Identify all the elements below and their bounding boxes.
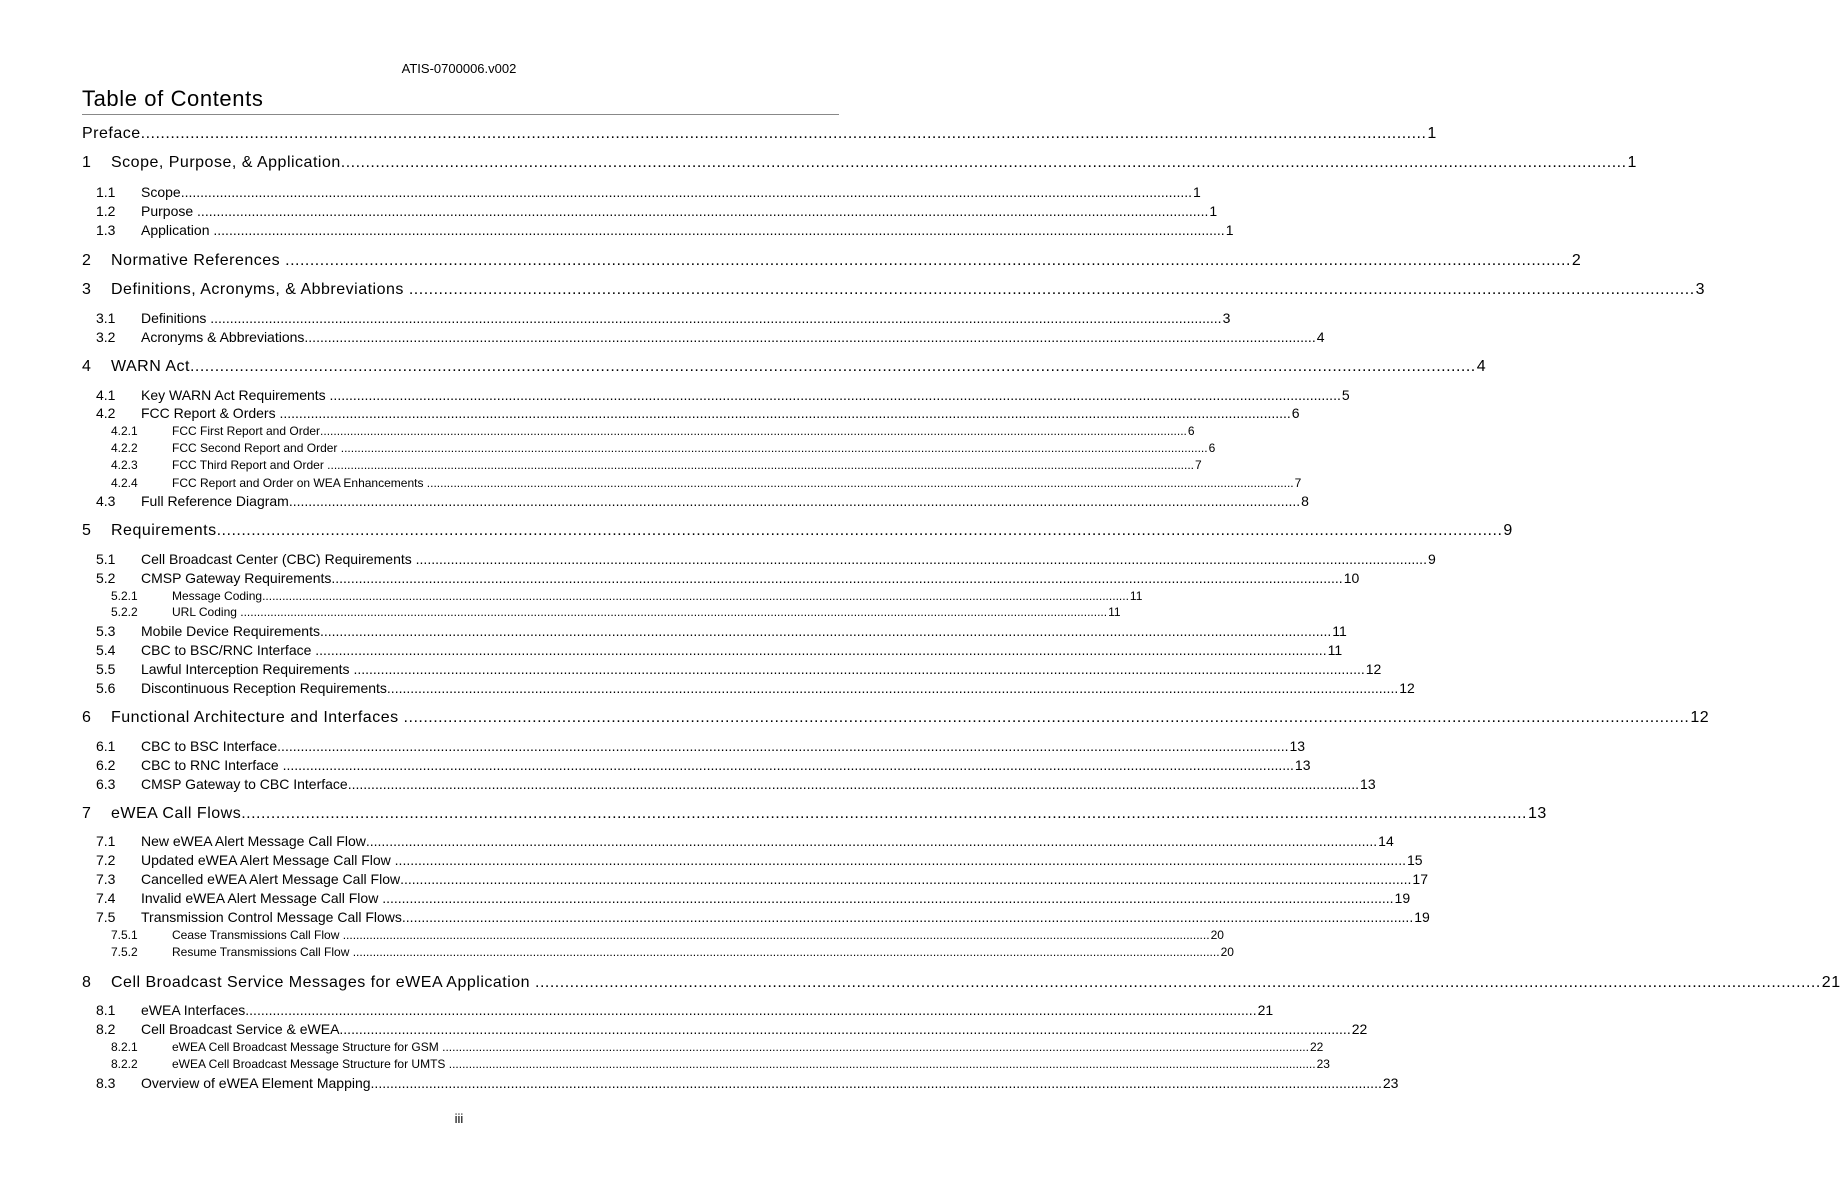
toc-dot-leader: ....................................................................................................................................................................................................................................................................: [216, 522, 1503, 539]
toc-entry[interactable]: [0, 154, 1637, 174]
toc-entry-number: 7.1: [96, 833, 116, 849]
toc-dot-leader: ....................................................................................................................................................................................................................................................................: [180, 184, 1193, 200]
toc-entry[interactable]: [0, 709, 1710, 729]
toc-entry-number: 4.2.2: [111, 441, 138, 455]
toc-entry[interactable]: [0, 493, 1309, 513]
page-number: iii: [454, 1111, 464, 1126]
toc-entry-number: 4.3: [96, 493, 116, 509]
toc-entry[interactable]: [0, 522, 1513, 542]
toc-entry[interactable]: [0, 945, 1234, 965]
toc-entry-title: CBC to RNC Interface: [141, 757, 283, 773]
toc-dot-leader: ....................................................................................................................................................................................................................................................................: [400, 871, 1412, 887]
toc-entry-title: FCC Report & Orders: [141, 405, 280, 421]
toc-dot-leader: ....................................................................................................................................................................................................................................................................: [340, 441, 1208, 455]
toc-entry-title: FCC Report and Order on WEA Enhancements: [172, 476, 427, 490]
toc-entry-title: Cancelled eWEA Alert Message Call Flow: [141, 871, 401, 887]
toc-entry-number: 8.2.2: [111, 1057, 138, 1071]
toc-entry-page: 1: [1193, 184, 1201, 200]
toc-dot-leader: ....................................................................................................................................................................................................................................................................: [327, 458, 1195, 472]
toc-entry-page: 1: [1627, 154, 1637, 171]
toc-entry-page: 9: [1427, 551, 1436, 567]
toc-entry[interactable]: [0, 570, 1360, 590]
toc-entry-page: 1: [1209, 203, 1218, 219]
toc-entry-number: 5.6: [96, 680, 116, 696]
toc-entry-title: Cell Broadcast Center (CBC) Requirements: [141, 551, 416, 567]
toc-dot-leader: ....................................................................................................................................................................................................................................................................: [197, 203, 1209, 219]
toc-entry-title: Resume Transmissions Call Flow: [172, 945, 353, 959]
toc-entry-number: 5.4: [96, 642, 116, 658]
toc-entry-title: CMSP Gateway Requirements: [141, 570, 332, 586]
toc-entry-page: 8: [1301, 493, 1309, 509]
toc-entry[interactable]: [0, 1075, 1399, 1095]
toc-entry[interactable]: [0, 125, 1437, 145]
toc-dot-leader: ....................................................................................................................................................................................................................................................................: [288, 493, 1301, 509]
toc-dot-leader: ....................................................................................................................................................................................................................................................................: [340, 154, 1627, 171]
toc-entry-title: Cell Broadcast Service & eWEA: [141, 1021, 340, 1037]
toc-entry-page: 5: [1341, 387, 1350, 403]
toc-entry-number: 5.2: [96, 570, 116, 586]
toc-dot-leader: ....................................................................................................................................................................................................................................................................: [401, 909, 1414, 925]
toc-entry-number: 7.5.2: [111, 945, 138, 959]
toc-entry-page: 6: [1291, 405, 1300, 421]
toc-entry-page: 23: [1382, 1075, 1399, 1091]
toc-entry[interactable]: [0, 329, 1325, 349]
toc-dot-leader: ....................................................................................................................................................................................................................................................................: [382, 890, 1394, 906]
toc-entry-page: 11: [1108, 605, 1121, 619]
toc-dot-leader: ....................................................................................................................................................................................................................................................................: [342, 928, 1210, 942]
toc-entry-number: 3: [82, 281, 92, 298]
toc-entry-title: Full Reference Diagram: [141, 493, 289, 509]
toc-entry-title: FCC Third Report and Order: [172, 458, 328, 472]
toc-entry[interactable]: [0, 974, 1841, 994]
toc-dot-leader: ....................................................................................................................................................................................................................................................................: [339, 1021, 1351, 1037]
toc-entry-title: eWEA Cell Broadcast Message Structure for GSM: [172, 1040, 443, 1054]
toc-entry-title: Key WARN Act Requirements: [141, 387, 330, 403]
toc-entry-page: 13: [1289, 738, 1306, 754]
toc-entry[interactable]: [0, 458, 1202, 478]
toc-entry-title: Definitions, Acronyms, & Abbreviations: [111, 281, 409, 298]
toc-entry-number: 8.2.1: [111, 1040, 138, 1054]
toc-entry-page: 22: [1309, 1040, 1324, 1054]
toc-entry[interactable]: [0, 757, 1311, 777]
toc-dot-leader: ....................................................................................................................................................................................................................................................................: [320, 424, 1187, 438]
toc-entry-page: 13: [1294, 757, 1311, 773]
toc-entry-number: 4.2.4: [111, 476, 138, 490]
toc-entry[interactable]: [0, 551, 1436, 571]
toc-entry-page: 1: [1225, 222, 1234, 238]
toc-entry-title: Normative References: [111, 252, 286, 269]
toc-dot-leader: ....................................................................................................................................................................................................................................................................: [331, 570, 1343, 586]
toc-entry-number: 8.1: [96, 1002, 116, 1018]
toc-dot-leader: ....................................................................................................................................................................................................................................................................: [370, 1075, 1382, 1091]
toc-entry-number: 5.1: [96, 551, 116, 567]
toc-dot-leader: ....................................................................................................................................................................................................................................................................: [245, 1002, 1257, 1018]
toc-dot-leader: ....................................................................................................................................................................................................................................................................: [279, 405, 1291, 421]
toc-entry-number: 7.5.1: [111, 928, 138, 942]
toc-entry[interactable]: [0, 310, 1231, 330]
toc-entry-title: Discontinuous Reception Requirements: [141, 680, 387, 696]
title-underline: [82, 114, 839, 115]
toc-entry-title: FCC First Report and Order: [172, 424, 321, 438]
toc-entry-page: 19: [1414, 909, 1430, 925]
toc-entry-title: Requirements: [111, 522, 217, 539]
toc-entry-page: 12: [1365, 661, 1382, 677]
toc-entry-title: Scope, Purpose, & Application: [111, 154, 341, 171]
toc-dot-leader: ....................................................................................................................................................................................................................................................................: [365, 833, 1378, 849]
toc-entry-page: 11: [1129, 589, 1143, 603]
toc-entry[interactable]: [0, 890, 1411, 910]
toc-entry[interactable]: [0, 871, 1428, 891]
toc-entry-title: Overview of eWEA Element Mapping: [141, 1075, 371, 1091]
toc-entry-title: Purpose: [141, 203, 198, 219]
toc-entry-number: 6.1: [96, 738, 116, 754]
toc-entry-number: 6.2: [96, 757, 116, 773]
toc-dot-leader: ....................................................................................................................................................................................................................................................................: [319, 623, 1332, 639]
toc-entry-title: Application: [141, 222, 214, 238]
toc-entry[interactable]: [0, 605, 1121, 625]
toc-entry-title: Lawful Interception Requirements: [141, 661, 354, 677]
toc-entry[interactable]: [0, 776, 1376, 796]
toc-dot-leader: ....................................................................................................................................................................................................................................................................: [415, 551, 1427, 567]
toc-entry-title: Preface: [82, 125, 141, 142]
toc-dot-leader: ....................................................................................................................................................................................................................................................................: [210, 310, 1222, 326]
toc-dot-leader: ....................................................................................................................................................................................................................................................................: [140, 125, 1427, 142]
toc-entry-title: Invalid eWEA Alert Message Call Flow: [141, 890, 383, 906]
toc-entry-page: 19: [1394, 890, 1411, 906]
toc-entry-number: 8.2: [96, 1021, 116, 1037]
toc-dot-leader: ....................................................................................................................................................................................................................................................................: [277, 738, 1289, 754]
toc-entry-title: eWEA Call Flows: [111, 805, 242, 822]
toc-entry[interactable]: [0, 1057, 1330, 1077]
toc-entry[interactable]: [0, 642, 1343, 662]
toc-entry[interactable]: [0, 358, 1487, 378]
toc-dot-leader: ....................................................................................................................................................................................................................................................................: [394, 852, 1406, 868]
toc-dot-leader: ....................................................................................................................................................................................................................................................................: [213, 222, 1225, 238]
toc-entry-page: 21: [1821, 974, 1841, 991]
toc-dot-leader: ....................................................................................................................................................................................................................................................................: [329, 387, 1341, 403]
toc-entry-number: 5.3: [96, 623, 116, 639]
toc-entry-page: 11: [1327, 642, 1343, 658]
toc-entry-page: 7: [1195, 458, 1202, 472]
toc-dot-leader: ....................................................................................................................................................................................................................................................................: [535, 974, 1821, 991]
toc-entry-title: WARN Act: [111, 358, 190, 375]
toc-entry[interactable]: [0, 405, 1300, 425]
toc-entry-title: FCC Second Report and Order: [172, 441, 341, 455]
toc-dot-leader: ....................................................................................................................................................................................................................................................................: [353, 661, 1365, 677]
toc-dot-leader: ....................................................................................................................................................................................................................................................................: [408, 281, 1695, 298]
toc-entry-page: 14: [1378, 833, 1394, 849]
toc-entry-title: eWEA Interfaces: [141, 1002, 246, 1018]
toc-entry-title: New eWEA Alert Message Call Flow: [141, 833, 366, 849]
toc-entry-title: Cell Broadcast Service Messages for eWEA Application: [111, 974, 536, 991]
toc-entry-page: 20: [1210, 928, 1224, 942]
toc-entry-title: Definitions: [141, 310, 211, 326]
toc-entry-title: CBC to BSC/RNC Interface: [141, 642, 316, 658]
toc-entry[interactable]: [0, 852, 1423, 872]
toc-dot-leader: ....................................................................................................................................................................................................................................................................: [442, 1040, 1309, 1054]
toc-entry-page: 22: [1351, 1021, 1368, 1037]
toc-dot-leader: ....................................................................................................................................................................................................................................................................: [426, 476, 1294, 490]
toc-entry[interactable]: [0, 833, 1394, 853]
toc-entry-page: 13: [1360, 776, 1376, 792]
toc-entry-title: Updated eWEA Alert Message Call Flow: [141, 852, 395, 868]
toc-entry-title: Cease Transmissions Call Flow: [172, 928, 343, 942]
toc-entry-page: 9: [1503, 522, 1513, 539]
toc-dot-leader: ....................................................................................................................................................................................................................................................................: [304, 329, 1316, 345]
toc-entry[interactable]: [0, 738, 1306, 758]
toc-entry-number: 5: [82, 522, 92, 539]
toc-entry[interactable]: [0, 909, 1430, 929]
toc-dot-leader: ....................................................................................................................................................................................................................................................................: [386, 680, 1399, 696]
toc-entry-title: Scope: [141, 184, 181, 200]
toc-entry-number: 8.3: [96, 1075, 116, 1091]
toc-entry-page: 3: [1695, 281, 1706, 298]
toc-entry-title: Transmission Control Message Call Flows: [141, 909, 402, 925]
toc-entry-number: 8: [82, 974, 92, 991]
toc-entry-page: 1: [1427, 125, 1437, 142]
toc-entry-page: 11: [1332, 623, 1347, 639]
toc-dot-leader: ....................................................................................................................................................................................................................................................................: [352, 945, 1220, 959]
toc-entry-page: 7: [1294, 476, 1302, 490]
toc-entry-number: 2: [82, 252, 92, 269]
toc-dot-leader: ....................................................................................................................................................................................................................................................................: [189, 358, 1476, 375]
toc-entry-number: 6: [82, 709, 92, 726]
toc-entry-number: 1.3: [96, 222, 116, 238]
toc-entry-title: Acronyms & Abbreviations: [141, 329, 305, 345]
toc-entry[interactable]: [0, 203, 1218, 223]
toc-entry-page: 4: [1476, 358, 1487, 375]
toc-entry-number: 4.2: [96, 405, 116, 421]
toc-entry-page: 17: [1412, 871, 1428, 887]
toc-entry-page: 4: [1316, 329, 1325, 345]
toc-entry-title: CMSP Gateway to CBC Interface: [141, 776, 348, 792]
toc-entry-number: 7.2: [96, 852, 116, 868]
toc-entry-title: Mobile Device Requirements: [141, 623, 320, 639]
toc-entry-page: 12: [1690, 709, 1710, 726]
toc-entry-title: Message Coding: [172, 589, 263, 603]
toc-entry-number: 4.2.1: [111, 424, 138, 438]
document-id-header: ATIS-0700006.v002: [401, 61, 517, 76]
toc-dot-leader: ....................................................................................................................................................................................................................................................................: [282, 757, 1294, 773]
toc-entry-number: 5.2.2: [111, 605, 138, 619]
toc-entry[interactable]: [0, 222, 1234, 242]
toc-entry-page: 21: [1257, 1002, 1274, 1018]
toc-entry-page: 2: [1571, 252, 1582, 269]
toc-entry[interactable]: [0, 1002, 1274, 1022]
toc-entry-page: 10: [1343, 570, 1360, 586]
toc-entry-number: 7.3: [96, 871, 116, 887]
toc-entry-number: 1.1: [96, 184, 116, 200]
toc-dot-leader: ....................................................................................................................................................................................................................................................................: [448, 1057, 1316, 1071]
toc-dot-leader: ....................................................................................................................................................................................................................................................................: [347, 776, 1360, 792]
toc-entry-number: 7: [82, 805, 92, 822]
toc-entry[interactable]: [0, 281, 1706, 301]
toc-entry-number: 1.2: [96, 203, 116, 219]
toc-dot-leader: ....................................................................................................................................................................................................................................................................: [241, 805, 1527, 822]
toc-dot-leader: ....................................................................................................................................................................................................................................................................: [262, 589, 1129, 603]
toc-entry-page: 6: [1208, 441, 1216, 455]
toc-dot-leader: ....................................................................................................................................................................................................................................................................: [240, 605, 1108, 619]
toc-entry[interactable]: [0, 252, 1582, 272]
toc-entry-page: 3: [1222, 310, 1231, 326]
toc-entry-number: 3.2: [96, 329, 116, 345]
toc-dot-leader: ....................................................................................................................................................................................................................................................................: [285, 252, 1571, 269]
toc-entry-page: 13: [1527, 805, 1547, 822]
toc-entry-number: 4.2.3: [111, 458, 138, 472]
toc-entry-number: 6.3: [96, 776, 116, 792]
toc-entry-page: 15: [1406, 852, 1423, 868]
toc-entry-title: URL Coding: [172, 605, 241, 619]
toc-title: Table of Contents: [82, 86, 264, 111]
toc-entry[interactable]: [0, 661, 1382, 681]
toc-entry[interactable]: [0, 1021, 1368, 1041]
toc-entry-page: 23: [1316, 1057, 1330, 1071]
toc-entry[interactable]: [0, 387, 1350, 407]
toc-entry-number: 3.1: [96, 310, 116, 326]
toc-entry-number: 4.1: [96, 387, 116, 403]
toc-entry-number: 4: [82, 358, 92, 375]
toc-entry[interactable]: [0, 184, 1201, 204]
toc-entry-number: 7.4: [96, 890, 116, 906]
toc-dot-leader: ....................................................................................................................................................................................................................................................................: [315, 642, 1327, 658]
toc-entry-page: 20: [1220, 945, 1234, 959]
toc-entry[interactable]: [0, 680, 1415, 700]
toc-entry-title: eWEA Cell Broadcast Message Structure for UMTS: [172, 1057, 449, 1071]
toc-entry-page: 12: [1399, 680, 1415, 696]
toc-entry-page: 6: [1187, 424, 1195, 438]
toc-entry-title: CBC to BSC Interface: [141, 738, 278, 754]
toc-entry[interactable]: [0, 623, 1347, 643]
toc-entry-number: 5.5: [96, 661, 116, 677]
toc-entry-number: 1: [82, 154, 92, 171]
toc-entry[interactable]: [0, 805, 1547, 825]
toc-dot-leader: ....................................................................................................................................................................................................................................................................: [403, 709, 1690, 726]
toc-entry-title: Functional Architecture and Interfaces: [111, 709, 404, 726]
toc-entry-number: 5.2.1: [111, 589, 138, 603]
toc-entry-number: 7.5: [96, 909, 116, 925]
